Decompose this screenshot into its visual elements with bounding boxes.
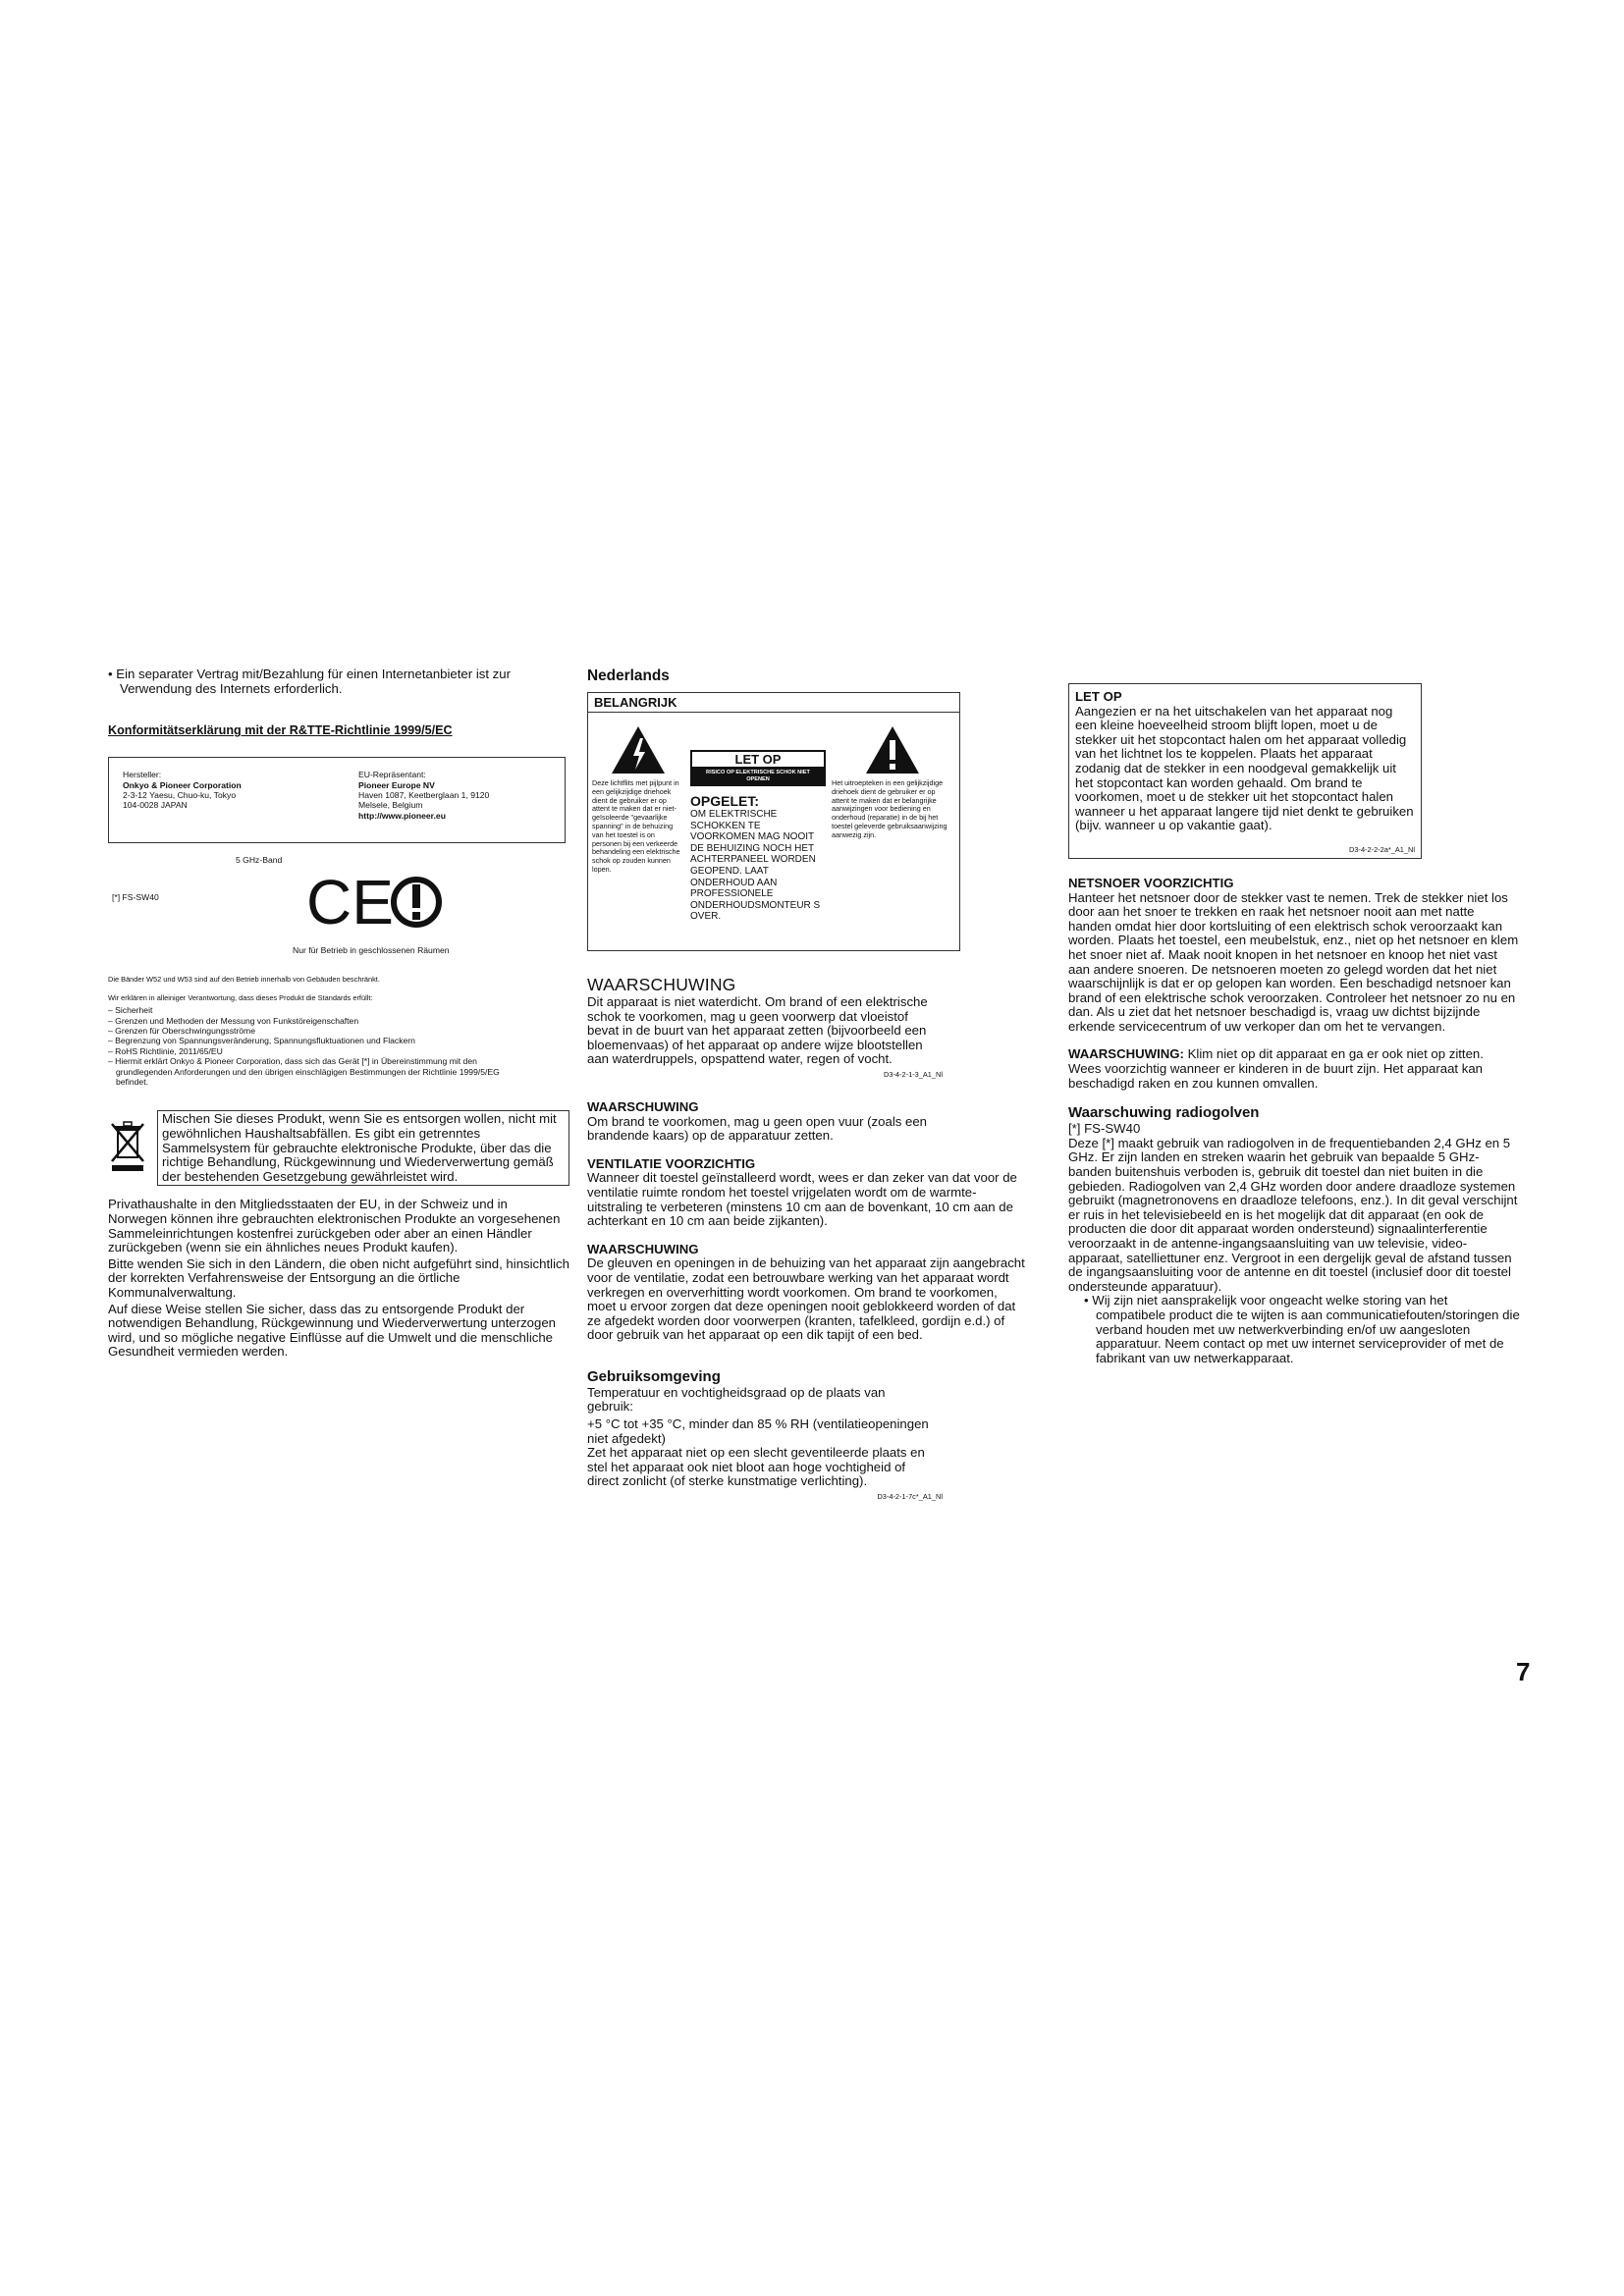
exclamation-section: [832, 719, 953, 923]
paragraph: +5 °C tot +35 °C, minder dan 85 % RH (ventilatieopeningen niet afgedekt): [587, 1416, 929, 1446]
section-heading: Waarschuwing radiogolven: [1068, 1104, 1260, 1122]
ce-mark: [306, 871, 444, 936]
column-dutch-1: [587, 667, 1025, 1502]
paragraph: Wanneer dit toestel geïnstalleerd wordt, wees er dan zeker van dat voor de ventilatie ruimte rondom het toestel vrijgelaten wordt om de warmte-uitstraling te verbeteren (minstens 10 cm aan de bovenkant, 10 cm aan de achterkant en 10 cm aan beide zijkanten).: [587, 1170, 1017, 1229]
weee-box: Mischen Sie dieses Produkt, wenn Sie es entsorgen wollen, nicht mit gewöhnlichen Haushaltsabfällen. Es gibt ein getrenntes Sammelsystem für gebrauchte elektronische Produkte, über das die richtige Behandlung, Rückgewinnung und Wiederverwertung gemäß der bestehenden Gesetzgebung gewährleistet wird.: [157, 1110, 569, 1186]
opgelet-text: OM ELEKTRISCHE SCHOKKEN TE VOORKOMEN MAG NOOIT DE BEHUIZING NOCH HET ACHTERPANEEL WORDEN GEOPEND. LAAT ONDERHOUD AAN PROFESSIONELE ONDERHOUDSMONTEUR S OVER.: [690, 809, 821, 923]
weee-notice: [108, 1110, 569, 1186]
list-item: – Hiermit erklärt Onkyo & Pioneer Corporation, dass sich das Gerät [*] in Übereinstimmung mit den grundlegenden Anforderungen und den übrigen einschlägigen Bestimmungen der Richtlinie 1999/5/EG befindet.: [108, 1056, 500, 1088]
warning-symbols-row: [588, 713, 959, 923]
ce-alert-mark-icon: [306, 871, 444, 932]
bands-note: Die Bänder W52 und W53 sind auf den Betrieb innerhalb von Gebäuden beschränkt.: [108, 975, 380, 985]
paragraph: Deze [*] maakt gebruik van radiogolven in de frequentiebanden 2,4 GHz en 5 GHz. Er zijn landen en streken waarin het gebruik van bepaalde 5 GHz-banden buitenshuis verboden is, gebruik dit toestel dan niet buiten in die gebieden. Radiogolven van 2,4 GHz worden door andere draadloze systemen gebruikt (magnetronovens en draadloze telefoons, enz.). In dit geval verschijnt er ruis in het televisiebeeld en is het mogelijk dat dit apparaat (en ook de producten die door dit apparaat worden ondersteund) signaalinterferentie veroorzaakt in de antenne-ingangsaansluiting van uw televisie, video-apparaat, satelliettuner enz. Vergroot in een dergelijk geval de afstand tussen de ingangsaansluiting voor de antenne en dit toestel (inclusief door dit toestel ondersteunde apparatuur).: [1068, 1135, 1518, 1294]
konform-heading: Konformitätserklärung mit der R&TTE-Richtlinie 1999/5/EC: [108, 723, 453, 738]
paragraph: Hanteer het netsnoer door de stekker vast te nemen. Trek de stekker niet los door aan het snoer te trekken en raak het netsnoer nooit aan met natte handen omdat hier door kortsluiting of een elektrisch schok veroorzaakt kan worden. Plaats het toestel, een meubelstuk, enz., niet op het netsnoer en klem het snoer niet af. Maak nooit knopen in het netsnoer en knoop het niet vast aan andere snoeren. De netsnoeren moeten zo gelegd worden dat het niet waarschijnlijk is dat er op gelopen kan worden. Een beschadigd netsnoer kan brand of een elektrische schok veroorzaken. Controleer het netsnoer zo nu en dan. Als u ziet dat het netsnoer beschadigd is, vraag uw dichtst bijzijnde erkende servicecentrum of uw verkoper dan om het te vervangen.: [1068, 889, 1519, 1034]
manufacturer-info: Hersteller: Onkyo & Pioneer Corporation 2-3-12 Yaesu, Chuo-ku, Tokyo 104-0028 JAPAN: [123, 770, 242, 811]
exclamation-caption: Het uitroepteken in een gelijkzijdige driehoek dient de gebruiker er op attent te maken dat er belangrijke aanwijzingen voor bediening en onderhoud (reparatie) in de bij het toestel geleverde gebruiksaanwijzing aanwezig zijn.: [832, 778, 947, 839]
standards-list: [108, 1005, 501, 1087]
doc-code: D3-4-2-2-2a*_A1_Nl: [1349, 844, 1415, 854]
column-german: [108, 667, 569, 1360]
let-op-box: [1068, 683, 1422, 859]
paragraph: Dit apparaat is niet waterdicht. Om brand of een elektrische schok te voorkomen, mag u geen voorwerp dat vloeistof bevat in de buurt van het apparaat zetten (bijvoorbeeld een bloemenvaas) of het apparaat op andere wijze blootstellen aan waterdruppels, opspattend water, regen of vocht.: [587, 994, 928, 1067]
list-item: – Grenzen und Methoden der Messung von Funkstöreigenschaften: [108, 1015, 359, 1026]
manufacturer-box: [108, 757, 566, 843]
model-label: [*] FS-SW40: [1068, 1121, 1141, 1137]
doc-code: D3-4-2-1-7c*_A1_Nl: [877, 1492, 943, 1502]
paragraph: WAARSCHUWING: Klim niet op dit apparaat en ga er ook niet op zitten. Wees voorzichtig wanneer er kinderen in de buurt zijn. Het apparaat kan beschadigd raken en zou kunnen omvallen.: [1068, 1046, 1484, 1091]
model-label: [*] FS-SW40: [112, 892, 159, 903]
list-item: – Grenzen für Oberschwingungsströme: [108, 1026, 255, 1036]
important-label: BELANGRIJK: [588, 693, 959, 713]
weee-symbol: [108, 1110, 157, 1186]
ce-section: [108, 853, 569, 971]
paragraph: Om brand te voorkomen, mag u geen open vuur (zoals een brandende kaars) op de apparatuur zetten.: [587, 1113, 928, 1144]
ce-mark-text: CE: [306, 871, 394, 933]
eu-representative-info: EU-Repräsentant: Pioneer Europe NV Haven 1087, Keetberglaan 1, 9120 Melsele, Belgium http://www.pioneer.eu: [358, 770, 490, 821]
section-heading: VENTILATIE VOORZICHTIG: [587, 1155, 756, 1171]
paragraph: Privathaushalte in den Mitgliedsstaaten der EU, in der Schweiz und in Norwegen können ihre gebrauchten elektronischen Produkte an vorgesehenen Sammeleinrichtungen kostenfrei zurückgeben oder aber an einen Händler zurückgeben (wenn sie ein ähnliches neues Produkt kaufen).: [108, 1197, 561, 1255]
doc-code: D3-4-2-1-3_A1_Nl: [884, 1069, 943, 1079]
paragraph: Zet het apparaat niet op een slecht geventileerde plaats en stel het apparaat ook niet bloot aan hoge vochtigheid of direct zonlicht (of sterke kunstmatige verlichting).: [587, 1445, 925, 1489]
paragraph: Bitte wenden Sie sich in den Ländern, die oben nicht aufgeführt sind, hinsichtlich der korrekten Verfahrensweise der Entsorgung an die örtliche Kommunalverwaltung.: [108, 1255, 569, 1300]
let-op-label-box: LET OP RISICO OP ELEKTRISCHE SCHOK NIET OPENEN: [690, 750, 826, 786]
paragraph: Temperatuur en vochtigheidsgraad op de plaats van gebruik:: [587, 1384, 886, 1415]
internet-note: • Ein separater Vertrag mit/Bezahlung für einen Internetanbieter ist zur Verwendung des Internets erforderlich.: [108, 667, 511, 696]
lightning-section: [592, 719, 684, 923]
crossed-bin-icon: [108, 1120, 147, 1173]
exclamation-triangle-icon: [864, 724, 921, 775]
list-item: – RoHS Richtlinie, 2011/65/EU: [108, 1045, 223, 1056]
important-box: [587, 692, 960, 951]
paragraph: De gleuven en openingen in de behuizing van het apparaat zijn aangebracht voor de ventilatie, zodat een betrouwbare werking van het apparaat wordt verkregen en oververhitting wordt voorkomen. Om brand te voorkomen, moet u ervoor zorgen dat deze openingen nooit geblokkeerd worden of dat ze afgedekt worden door voorwerpen (kranten, tafelkleed, gordijn e.d.) of door gebruik van het apparaat op een dik tapijt of een bed.: [587, 1255, 1025, 1343]
caution-section: [684, 719, 832, 923]
list-item: – Sicherheit: [108, 1005, 153, 1016]
declaration-intro: Wir erklären in alleiniger Verantwortung, dass dieses Produkt die Standards erfüllt:: [108, 993, 373, 1003]
section-heading: LET OP: [1075, 689, 1122, 704]
bullet-paragraph: • Wij zijn niet aansprakelijk voor ongeacht welke storing van het compatibele product die te wijten is aan communicatiefouten/storingen die verband houden met uw netwerkverbinding en/of uw aangesloten apparatuur. Neem contact op met uw internet serviceprovider of met de fabrikant van uw netwerkapparaat.: [1084, 1293, 1520, 1365]
column-dutch-2: [1068, 683, 1520, 1365]
indoor-note: Nur für Betrieb in geschlossenen Räumen: [293, 945, 450, 956]
opgelet-title: OPGELET:: [690, 793, 760, 809]
section-heading: NETSNOER VOORZICHTIG: [1068, 875, 1234, 890]
section-heading: WAARSCHUWING: [587, 1241, 699, 1256]
lightning-triangle-icon: [610, 724, 667, 775]
section-heading: WAARSCHUWING: [587, 1098, 699, 1114]
paragraph: Aangezien er na het uitschakelen van het apparaat nog een kleine hoeveelheid stroom blijft lopen, moet u de stekker uit het stopcontact halen om het apparaat volledig van het lichtnet los te koppelen. Plaats het apparaat zodanig dat de stekker in een noodgeval gemakkelijk uit het stopcontact kan worden gehaald. Om brand te voorkomen, moet u de stekker uit het stopcontact halen wanneer u het apparaat langere tijd niet denkt te gebruiken (bijv. wanneer u op vakantie gaat).: [1075, 703, 1414, 833]
page-number: 7: [1516, 1657, 1531, 1686]
language-heading: Nederlands: [587, 667, 670, 684]
band-label: 5 GHz-Band: [236, 855, 283, 866]
list-item: – Begrenzung von Spannungsveränderung, Spannungsfluktuationen und Flackern: [108, 1036, 415, 1046]
paragraph: Auf diese Weise stellen Sie sicher, dass das zu entsorgende Produkt der notwendigen Behandlung, Rückgewinnung und Wiederverwertung unterzogen wird, und so mögliche negative Einflüsse auf die Umwelt und die menschliche Gesundheit vermieden werden.: [108, 1301, 557, 1360]
section-heading: Gebruiksomgeving: [587, 1367, 721, 1385]
lightning-caption: Deze lichtflits met pijlpunt in een gelijkzijdige driehoek dient de gebruiker er op attent te maken dat er niet-geïsoleerde "gevaarlijke spanning" in de behuizing van het toestel is on personen bij een verkeerde behandeling een elektrische schok op zouden kunnen lopen.: [592, 778, 680, 874]
warning-heading: WAARSCHUWING: [587, 975, 736, 994]
